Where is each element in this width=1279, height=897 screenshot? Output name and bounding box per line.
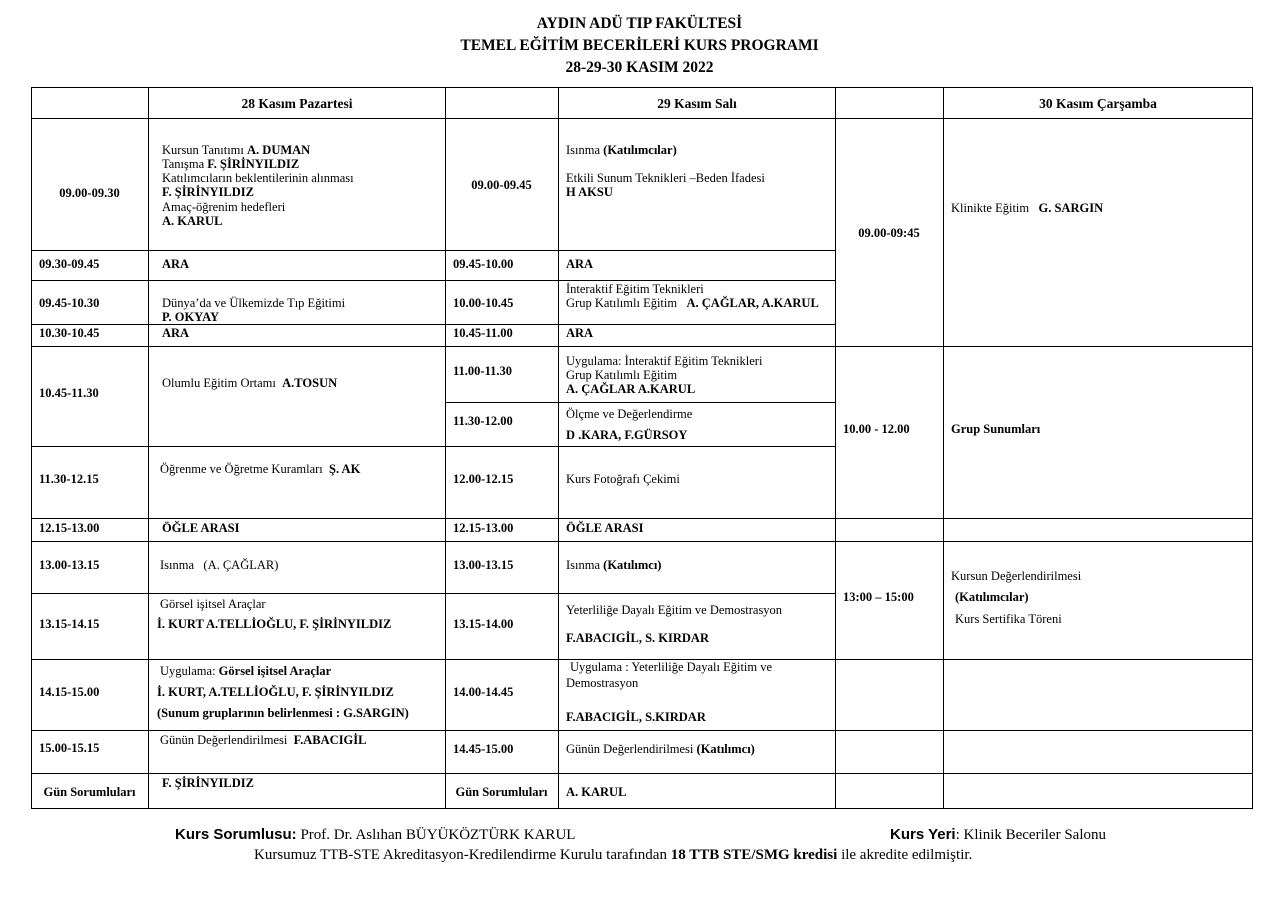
session-title: Uygulama : Yeterliliğe Dayalı Eğitim ve xyxy=(570,660,773,674)
speaker-name: İ. KURT, A.TELLİOĞLU, F. ŞİRİNYILDIZ xyxy=(157,685,394,699)
course-responsible-label: Kurs Sorumlusu: xyxy=(175,826,297,843)
time-slot: 10.00 - 12.00 xyxy=(843,422,910,436)
course-responsible-name: Prof. Dr. Aslıhan BÜYÜKÖZTÜRK KARUL xyxy=(300,827,576,843)
session-title: Grup Katılımlı Eğitim xyxy=(566,296,678,310)
table-border xyxy=(31,808,1253,809)
session-title: Kurs Sertifika Töreni xyxy=(955,612,1062,626)
session-title: Uygulama: İnteraktif Eğitim Teknikleri xyxy=(566,354,763,368)
accreditation-note xyxy=(254,846,972,864)
time-slot: 11.30-12.00 xyxy=(453,414,513,428)
session-title: Görsel işitsel Araçlar xyxy=(160,597,266,611)
speaker-name: D .KARA, F.GÜRSOY xyxy=(566,428,688,442)
time-slot: 11.00-11.30 xyxy=(453,364,513,378)
table-line xyxy=(31,280,836,281)
title-line-3: 28-29-30 KASIM 2022 xyxy=(565,59,714,76)
time-slot: 13.15-14.15 xyxy=(39,617,100,631)
time-slot: 14.15-15.00 xyxy=(39,685,100,699)
course-location-name: : Klinik Beceriler Salonu xyxy=(955,827,1106,843)
speaker-name: (Katılımcılar) xyxy=(603,143,677,157)
table-line xyxy=(31,773,1253,774)
session-title: Kursun Değerlendirilmesi xyxy=(951,569,1082,583)
table-line xyxy=(31,250,836,251)
table-line xyxy=(445,87,446,809)
table-line xyxy=(31,593,836,594)
time-slot: 12.15-13.00 xyxy=(453,521,514,535)
time-slot: 15.00-15.15 xyxy=(39,741,100,755)
speaker-name: F. ŞİRİNYILDIZ xyxy=(207,157,300,171)
lunch-label: ÖĞLE ARASI xyxy=(566,521,644,535)
speaker-name: G. SARGIN xyxy=(1038,201,1104,215)
speaker-name: F. ŞİRİNYILDIZ xyxy=(162,185,254,199)
speaker-name: A. ÇAĞLAR A.KARUL xyxy=(566,382,696,396)
session-title: Olumlu Eğitim Ortamı xyxy=(162,376,276,390)
speaker-name: H AKSU xyxy=(566,185,613,199)
table-line xyxy=(558,87,559,809)
time-slot: 09.45-10.30 xyxy=(39,296,100,310)
session-title: Isınma xyxy=(566,143,601,157)
speaker-name: (Katılımcı) xyxy=(603,558,662,572)
resp-label: Gün Sorumluları xyxy=(43,785,136,799)
session-title: Günün Değerlendirilmesi xyxy=(160,733,288,747)
title-line-2: TEMEL EĞİTİM BECERİLERİ KURS PROGRAMI xyxy=(460,37,819,54)
time-slot: 11.30-12.15 xyxy=(39,472,99,486)
session-title: Öğrenme ve Öğretme Kuramları xyxy=(160,462,323,476)
session-title: Katılımcıların beklentilerinin alınması xyxy=(162,171,354,185)
table-border xyxy=(31,87,1253,88)
speaker-name: P. OKYAY xyxy=(162,310,219,324)
session-title: Isınma xyxy=(160,558,195,572)
time-slot: 13:00 – 15:00 xyxy=(843,590,914,604)
session-title: Tanışma xyxy=(162,157,205,171)
speaker-name: A.TOSUN xyxy=(282,376,338,390)
session-title: Grup Katılımlı Eğitim xyxy=(566,368,678,382)
session-title: Grup Sunumları xyxy=(951,422,1041,436)
speaker-name: (A. ÇAĞLAR) xyxy=(203,558,279,572)
resp-name: A. KARUL xyxy=(566,785,627,799)
time-slot: 09.30-09.45 xyxy=(39,257,100,271)
session-title: Uygulama: xyxy=(160,664,216,678)
accreditation-credits: 18 TTB STE/SMG kredisi xyxy=(670,847,838,863)
time-slot: 10.00-10.45 xyxy=(453,296,514,310)
table-border xyxy=(1252,87,1253,809)
session-title: Etkili Sunum Teknikleri –Beden İfadesi xyxy=(566,171,765,185)
session-title: Görsel işitsel Araçlar xyxy=(218,664,332,678)
break-label: ARA xyxy=(162,326,190,340)
time-slot: 09.45-10.00 xyxy=(453,257,514,271)
session-title: Isınma xyxy=(566,558,601,572)
time-slot: 12.15-13.00 xyxy=(39,521,100,535)
time-slot: 10.30-10.45 xyxy=(39,326,100,340)
time-slot: 12.00-12.15 xyxy=(453,472,514,486)
session-title: Amaç-öğrenim hedefleri xyxy=(162,200,286,214)
course-location xyxy=(890,826,1106,844)
session-title: Yeterliliğe Dayalı Eğitim ve Demostrasyon xyxy=(566,603,783,617)
speaker-name: A. DUMAN xyxy=(247,143,311,157)
speaker-name: F.ABACIGİL xyxy=(293,733,367,747)
session-title: İnteraktif Eğitim Teknikleri xyxy=(566,282,704,296)
time-slot: 09.00-09.45 xyxy=(471,178,532,192)
table-line xyxy=(943,87,944,809)
session-title: Ölçme ve Değerlendirme xyxy=(566,407,693,421)
speaker-name: F.ABACIGİL, S. KIRDAR xyxy=(566,631,709,645)
speaker-name: (Katılımcı) xyxy=(696,742,755,756)
time-slot: 13.15-14.00 xyxy=(453,617,514,631)
session-title: Demostrasyon xyxy=(566,676,639,690)
table-line xyxy=(31,324,836,325)
table-line xyxy=(445,402,836,403)
time-slot: 10.45-11.30 xyxy=(39,386,99,400)
table-line xyxy=(31,446,836,447)
time-slot: 13.00-13.15 xyxy=(39,558,100,572)
session-note: (Sunum gruplarının belirlenmesi : G.SARGIN) xyxy=(157,706,409,720)
lunch-label: ÖĞLE ARASI xyxy=(162,521,240,535)
table-line xyxy=(31,346,1253,347)
session-note: (Katılımcılar) xyxy=(955,590,1029,604)
session-title: Kursun Tanıtımı xyxy=(162,143,244,157)
time-slot: 09.00-09:45 xyxy=(858,226,920,240)
speaker-name: A. KARUL xyxy=(162,214,223,228)
accreditation-text: ile akredite edilmiştir. xyxy=(841,847,973,863)
session-title: Günün Değerlendirilmesi xyxy=(566,742,694,756)
title-line-1: AYDIN ADÜ TIP FAKÜLTESİ xyxy=(536,15,743,32)
time-slot: 09.00-09.30 xyxy=(59,186,120,200)
table-line xyxy=(31,118,1253,119)
resp-label: Gün Sorumluları xyxy=(455,785,548,799)
speaker-name: İ. KURT A.TELLİOĞLU, F. ŞİRİNYILDIZ xyxy=(157,617,392,631)
time-slot: 13.00-13.15 xyxy=(453,558,514,572)
break-label: ARA xyxy=(566,257,594,271)
table-line xyxy=(835,87,836,809)
accreditation-text: Kursumuz TTB-STE Akreditasyon-Kredilendirme Kurulu tarafından xyxy=(254,847,667,863)
course-location-label: Kurs Yeri xyxy=(890,826,956,843)
session-title: Klinikte Eğitim xyxy=(951,201,1030,215)
course-responsible xyxy=(175,826,575,844)
time-slot: 14.45-15.00 xyxy=(453,742,514,756)
speaker-name: A. ÇAĞLAR, A.KARUL xyxy=(686,296,819,310)
day-header-wednesday: 30 Kasım Çarşamba xyxy=(1039,96,1157,111)
resp-name: F. ŞİRİNYILDIZ xyxy=(162,776,254,790)
speaker-name: F.ABACIGİL, S.KIRDAR xyxy=(566,710,706,724)
speaker-name: Ş. AK xyxy=(329,462,361,476)
day-header-monday: 28 Kasım Pazartesi xyxy=(241,96,353,111)
table-line xyxy=(31,730,1253,731)
table-line xyxy=(31,518,1253,519)
table-line xyxy=(148,87,149,809)
break-label: ARA xyxy=(566,326,594,340)
session-title: Kurs Fotoğrafı Çekimi xyxy=(566,472,680,486)
time-slot: 10.45-11.00 xyxy=(453,326,513,340)
time-slot: 14.00-14.45 xyxy=(453,685,514,699)
table-line xyxy=(31,541,1253,542)
day-header-tuesday: 29 Kasım Salı xyxy=(657,96,737,111)
break-label: ARA xyxy=(162,257,190,271)
session-title: Dünya’da ve Ülkemizde Tıp Eğitimi xyxy=(162,296,346,310)
